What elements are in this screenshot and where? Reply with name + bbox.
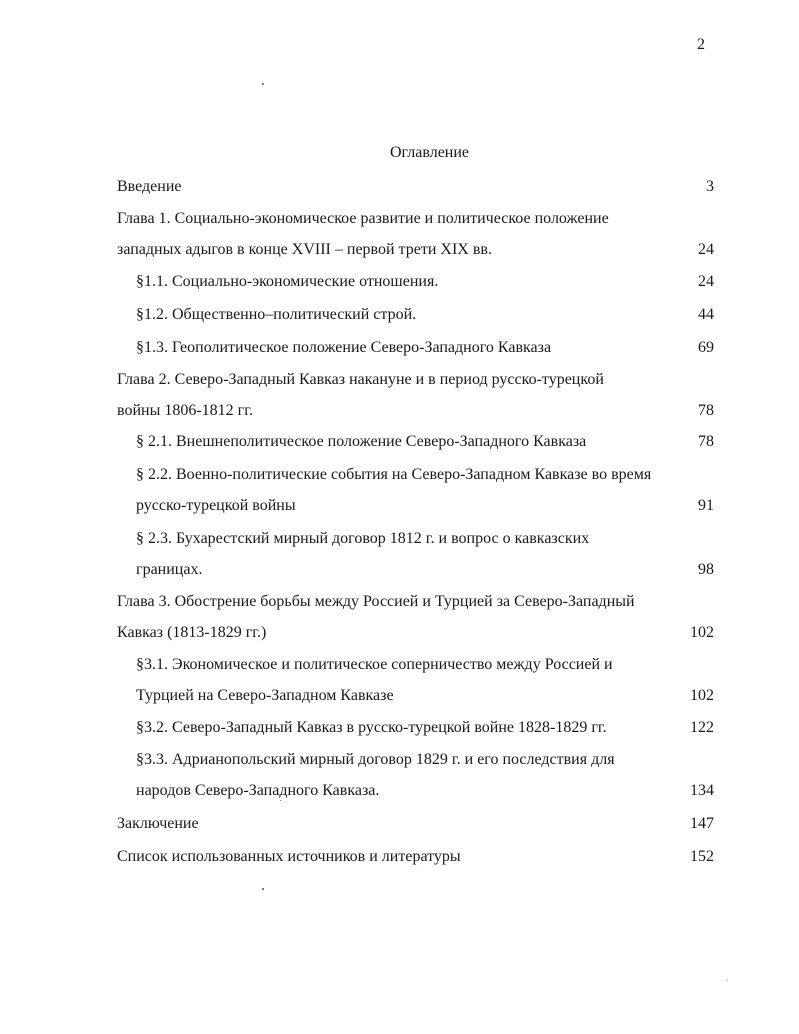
toc-entry-page: 147 — [690, 815, 714, 832]
toc-entry-page: 152 — [690, 848, 714, 865]
toc-entry-page: 102 — [690, 687, 714, 704]
toc-entry-text: §3.3. Адрианопольский мирный договор 1829 г. и его последствия для — [136, 751, 615, 768]
toc-entry-page: 3 — [706, 178, 714, 195]
page-number: 2 — [697, 36, 705, 53]
toc-entry-text: §1.3. Геополитическое положение Северо-Западного Кавказа — [136, 339, 552, 356]
toc-title: Оглавление — [389, 144, 470, 161]
toc-entry-page: 69 — [698, 339, 714, 356]
toc-entry-text: границах. — [136, 561, 203, 578]
toc-entry-page: 24 — [698, 241, 714, 258]
toc-entry-page: 134 — [690, 782, 714, 799]
toc-entry-text: Введение — [117, 178, 182, 195]
scan-speck — [727, 980, 728, 981]
scan-speck — [262, 888, 264, 890]
toc-entry-text: §1.2. Общественно–политический строй. — [136, 306, 417, 323]
toc-entry-text: §3.1. Экономическое и политическое соперничество между Россией и — [136, 656, 613, 673]
toc-entry-text: §3.2. Северо-Западный Кавказ в русско-турецкой войне 1828-1829 гг. — [136, 719, 607, 736]
toc-entry-text: § 2.1. Внешнеполитическое положение Северо-Западного Кавказа — [136, 433, 587, 450]
toc-entry-text: Заключение — [117, 815, 199, 832]
toc-entry-text: Глава 1. Социально-экономическое развитие и политическое положение — [117, 210, 609, 227]
toc-entry-text: Список использованных источников и литературы — [117, 848, 461, 865]
toc-entry-text: § 2.3. Бухарестский мирный договор 1812 г. и вопрос о кавказских — [136, 530, 590, 547]
toc-entry-text: § 2.2. Военно-политические события на Северо-Западном Кавказе во время — [136, 466, 652, 483]
toc-entry-page: 24 — [698, 273, 714, 290]
toc-entry-page: 44 — [698, 306, 714, 323]
scan-speck — [280, 800, 281, 801]
scan-speck — [262, 83, 264, 85]
toc-entry-text: Глава 2. Северо-Западный Кавказ накануне и в период русско-турецкой — [117, 371, 604, 388]
toc-entry-page: 78 — [698, 433, 714, 450]
toc-entry-page: 91 — [698, 497, 714, 514]
toc-entry-page: 98 — [698, 561, 714, 578]
toc-entry-text: §1.1. Социально-экономические отношения. — [136, 273, 439, 290]
toc-entry-page: 102 — [690, 624, 714, 641]
toc-entry-text: народов Северо-Западного Кавказа. — [136, 782, 380, 799]
toc-entry-text: Кавказ (1813-1829 гг.) — [117, 624, 267, 641]
toc-entry-text: войны 1806-1812 гг. — [117, 402, 253, 419]
toc-entry-page: 78 — [698, 402, 714, 419]
toc-entry-text: западных адыгов в конце XVIII – первой трети XIX вв. — [117, 241, 492, 258]
toc-entry-text: Турцией на Северо-Западном Кавказе — [136, 687, 394, 704]
toc-entry-page: 122 — [690, 719, 714, 736]
toc-entry-text: русско-турецкой войны — [136, 497, 296, 514]
toc-entry-text: Глава 3. Обострение борьбы между Россией и Турцией за Северо-Западный — [117, 593, 635, 610]
